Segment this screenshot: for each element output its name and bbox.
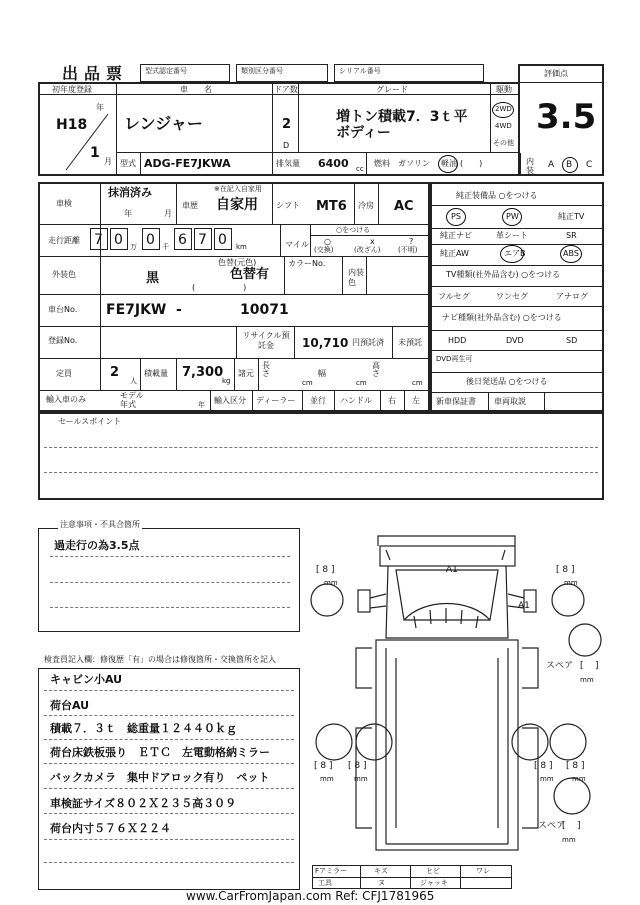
interior-a: A	[548, 160, 555, 170]
handle-right: 右	[388, 396, 396, 405]
car-name-label: 車 名	[180, 85, 212, 94]
doors-value: 2	[282, 117, 292, 132]
fuel-diesel: 軽油	[441, 159, 457, 168]
dim-label: 諸元	[238, 369, 254, 378]
equip-sr: SR	[566, 231, 577, 240]
legend-1-4: ワレ	[476, 867, 490, 875]
parallel-label: 並行	[310, 396, 326, 405]
capacity-value: 2	[110, 365, 120, 380]
score-value: 3.5	[536, 97, 597, 137]
car-name: レンジャー	[124, 114, 203, 133]
handle-left: 左	[412, 396, 420, 405]
height-label: 高さ	[372, 361, 380, 378]
displacement-value: 6400	[318, 157, 349, 170]
navi-type-title: ナビ種類(社外品含む) ○をつける	[442, 313, 562, 322]
color-paren: ( )	[192, 283, 247, 292]
watermark: www.CarFromJapan.com Ref: CFJ1781965	[186, 889, 435, 903]
tread-rl2-value: 8	[354, 761, 361, 771]
spare-mm-1: mm	[580, 676, 594, 684]
history-note: ※在記入自家用	[214, 185, 262, 193]
mileage-label: 走行距離	[48, 236, 80, 245]
note-line-6: 車検証サイズ８０２Ｘ２３５高３０９	[50, 797, 237, 810]
equip-pw: PW	[506, 212, 519, 221]
height-cm: cm	[412, 379, 423, 387]
class-box	[236, 64, 328, 82]
type-cert-label: 型式認定番号	[145, 67, 187, 75]
recycle-value: 10,710	[302, 336, 349, 350]
score-label: 評価点	[544, 69, 568, 78]
color-label: 外装色	[52, 270, 76, 279]
navi-sd: SD	[566, 336, 578, 345]
caution-label: 注意事項・不具合箇所	[60, 520, 140, 529]
meter-x-sub: (改ざん)	[354, 246, 381, 254]
inspection-month-unit: 月	[164, 209, 172, 218]
tv-fullseg: フルセグ	[438, 292, 470, 301]
type-cert-box	[140, 64, 230, 82]
drive-2wd: 2WD	[495, 105, 512, 113]
caution-text: 過走行の為3.5点	[54, 539, 140, 552]
capacity-label: 定員	[56, 369, 72, 378]
tread-rr1-bracket: [ 8 ]	[534, 761, 553, 771]
displacement-label: 排気量	[276, 159, 300, 168]
navi-dvd-play: DVD再生可	[436, 355, 473, 363]
legend-2-1: 工具	[318, 879, 332, 887]
model-year-unit: 年	[198, 401, 205, 409]
color-value: 黒	[146, 271, 160, 286]
drive-other: その他	[493, 139, 514, 147]
mileage-digit-5: 7	[198, 232, 207, 248]
legend-1-3: ヒビ	[426, 867, 440, 875]
drive-4wd: 4WD	[495, 122, 512, 130]
width-label: 幅	[318, 369, 326, 378]
tread-rr2-value: 8	[572, 761, 579, 771]
color-change-label: 色替(元色)	[218, 258, 257, 267]
equip-aw: 純正AW	[440, 249, 469, 258]
navi-dvd: DVD	[506, 336, 524, 345]
note-line-7: 荷台内寸５７６Ｘ２２４	[50, 822, 171, 835]
tread-rl1-bracket: [ 8 ]	[314, 761, 333, 771]
note-line-5: バックカメラ 集中ドアロック有り ペット	[50, 771, 270, 784]
first-reg-era: H18	[56, 117, 88, 133]
docs-warranty: 新車保証書	[436, 397, 476, 406]
grade-label: グレード	[376, 85, 408, 94]
month-unit: 月	[104, 157, 112, 166]
note-line-2: 荷台AU	[50, 699, 90, 712]
tread-rr2-bracket: [ 8 ]	[566, 761, 585, 771]
meter-header: ○をつける	[336, 226, 371, 234]
chassis-dash: -	[176, 302, 182, 318]
mileage-digit-6: 0	[218, 232, 227, 248]
inspector-label: 検査員記入欄：修復歴「有」の場合は修復箇所・交換箇所を記入	[44, 655, 276, 664]
tread-rr2-mm: mm	[572, 775, 586, 783]
width-cm: cm	[356, 379, 367, 387]
equip-airbag: エアB	[504, 249, 526, 258]
model-value: ADG-FE7JKWA	[144, 157, 231, 170]
shift-label: シフト	[276, 201, 300, 210]
sen-unit: 千	[162, 243, 169, 251]
tread-fr-mm: mm	[564, 579, 578, 587]
fuel-label: 燃料	[374, 159, 390, 168]
meter-x: x	[370, 237, 375, 246]
tread-fr-bracket: [ 8 ]	[556, 565, 575, 575]
equip-ps: PS	[451, 212, 461, 221]
cc-unit: cc	[356, 165, 364, 173]
chassis-prefix: FE7JKW	[106, 302, 167, 318]
color-no-label: カラーNo.	[288, 259, 326, 268]
tread-rl1-value: 8	[320, 761, 327, 771]
tread-fl-value: 8	[322, 565, 329, 575]
tv-type-title: TV種類(社外品含む) ○をつける	[446, 270, 561, 279]
recycle-paid: 円預託済	[352, 338, 384, 347]
load-unit: kg	[222, 377, 231, 385]
dealer-label: ディーラー	[256, 396, 296, 405]
sales-point-box	[38, 412, 604, 500]
legend-2-2: ヌ	[378, 879, 385, 887]
handle-label: ハンドル	[340, 396, 372, 405]
recycle-label: リサイクル預託金	[242, 331, 290, 350]
equip-tv: 純正TV	[558, 212, 585, 221]
legend-2-3: ジャッキ	[420, 879, 448, 887]
tread-fl-mm: mm	[324, 579, 338, 587]
interior-color-label: 内装色	[348, 268, 364, 287]
chassis-number: 10071	[240, 302, 289, 318]
first-reg-label: 初年度登録	[52, 85, 92, 94]
mileage-digit-1: 7	[94, 232, 103, 248]
mileage-digit-2: 0	[114, 232, 123, 248]
document-title: 出品票	[62, 64, 129, 83]
class-label: 類別区分番号	[241, 67, 283, 75]
tread-rr1-mm: mm	[540, 775, 554, 783]
note-line-1: キャビン小AU	[50, 673, 123, 686]
tread-fl-bracket: [ 8 ]	[316, 565, 335, 575]
year-unit: 年	[96, 103, 104, 112]
tread-rl2-bracket: [ 8 ]	[348, 761, 367, 771]
tread-rl1-mm: mm	[320, 775, 334, 783]
mileage-digit-3: 0	[146, 232, 155, 248]
doors-sub: D	[283, 141, 290, 150]
meter-o-sub: (交換)	[314, 246, 334, 254]
tread-fr-value: 8	[562, 565, 569, 575]
fuel-gas: ガソリン	[398, 159, 430, 168]
docs-title: 後日発送品 ○をつける	[466, 377, 548, 386]
grade-line1: 増トン積載7．3ｔ平	[336, 109, 468, 125]
legend-1-1: Fアミラー	[315, 867, 348, 875]
length-label: 長さ	[262, 361, 270, 378]
truck-diagram	[300, 528, 610, 858]
capacity-unit: 人	[130, 377, 137, 385]
mileage-digits	[90, 228, 270, 254]
serial-box	[334, 64, 484, 82]
damage-a1-top: A1	[446, 565, 458, 575]
history-value: 自家用	[216, 197, 258, 213]
legend-1-2: キズ	[374, 867, 388, 875]
inspection-year-unit: 年	[124, 209, 132, 218]
spare-label-1: スペア	[546, 661, 574, 671]
mileage-digit-4: 6	[178, 232, 187, 248]
ac-label: 冷房	[358, 201, 374, 210]
month-value: 1	[90, 145, 100, 161]
interior-b: B	[566, 160, 573, 170]
drive-label: 駆動	[496, 85, 512, 94]
damage-a1-right: A1	[518, 601, 530, 611]
inspection-label: 車検	[56, 199, 72, 208]
grade-line2: ボディー	[336, 125, 391, 141]
import-label: 輸入車のみ	[46, 395, 86, 404]
meter-q-sub: (不明)	[398, 246, 418, 254]
navi-hdd: HDD	[448, 336, 467, 345]
color-change-value: 色替有	[230, 267, 270, 282]
man-unit: 万	[130, 243, 137, 251]
tv-oneseg: ワンセグ	[496, 292, 528, 301]
interior-label: 内装	[526, 157, 534, 175]
reg-no-label: 登録No.	[48, 336, 78, 345]
model-year-label: モデル年式	[120, 391, 144, 409]
chassis-label: 車台No.	[48, 305, 78, 314]
spare-label-2: スペア	[538, 821, 566, 831]
doors-label: ドア数	[274, 85, 298, 94]
meter-o: ○	[324, 237, 331, 246]
length-cm: cm	[302, 379, 313, 387]
load-value: 7,300	[182, 365, 224, 380]
meter-q: ?	[409, 237, 414, 246]
inspection-value: 抹消済み	[108, 186, 152, 199]
load-label: 積載量	[144, 369, 168, 378]
km-unit: km	[236, 243, 247, 251]
ac-value: AC	[394, 199, 414, 214]
tread-rr1-value: 8	[540, 761, 547, 771]
sales-point-label: セールスポイント	[58, 417, 122, 426]
mile-label: マイル	[285, 240, 309, 249]
serial-label: シリアル番号	[339, 67, 381, 75]
interior-c: C	[586, 160, 593, 170]
model-label: 型式	[120, 159, 136, 168]
equip-leather: 革シート	[496, 231, 528, 240]
recycle-unpaid: 未預託	[398, 338, 422, 347]
shift-value: MT6	[316, 199, 347, 214]
note-line-3: 積載７．３ｔ 総重量１２４４０ｋｇ	[50, 722, 237, 735]
note-line-4: 荷台床鉄板張り ＥＴＣ 左電動格納ミラー	[50, 746, 270, 759]
tv-analog: アナログ	[556, 292, 588, 301]
equip-abs: ABS	[563, 249, 579, 258]
history-label: 車歴	[182, 201, 198, 210]
import-class-label: 輸入区分	[214, 396, 246, 405]
docs-manual: 車両取説	[494, 397, 526, 406]
equip-navi: 純正ナビ	[440, 231, 472, 240]
tread-rl2-mm: mm	[354, 775, 368, 783]
equip-title: 純正装備品 ○をつける	[456, 191, 538, 200]
fuel-paren: ( )	[460, 159, 483, 168]
spare-mm-2: mm	[562, 836, 576, 844]
